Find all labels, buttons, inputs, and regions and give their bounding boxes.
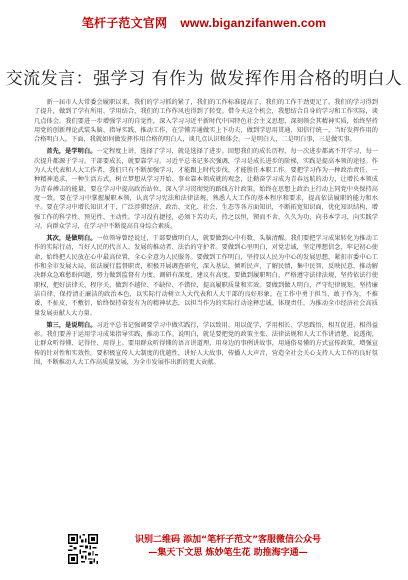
qr-code-icon[interactable] — [68, 534, 98, 564]
footer — [108, 534, 348, 560]
paragraph — [34, 234, 378, 318]
paragraph-lead: 首先，是学明白。 — [46, 148, 97, 156]
paragraph — [34, 321, 378, 367]
paragraph-lead: 其次，是做明白。 — [46, 235, 97, 243]
site-url[interactable]: www.biganzifanwen.com — [180, 16, 327, 30]
paragraph — [34, 147, 378, 231]
site-banner — [0, 14, 408, 31]
paragraph-text: 新一届市人大常委会履职以来，我们的学习抓的紧了，我们的工作标准提高了，我们的工作干劲更足了。我们的学习得到了提升，做到了学有所用、学用结合，我们的工作作风也得到了转变。借今天这个机会，我想结合自身的学习和工作实际，谈几点体会。我们要进一步增强学习的自觉性，深入学习习近平新时代中国特色社会主义思想，深刻领会其精神实质，始终坚持用党的创新理论武装头脑、指导实践、推动工作，在学懂弄通做实上下功夫，做到学思用贯通、知信行统一，当好发挥作用的合格明白人。下面，我就如何做发挥作用合格的明白人，谈几点认识和体会。一是明白人，二是明白事，三是做实事。 — [34, 99, 378, 144]
paragraph — [34, 98, 378, 144]
site-name: 笔杆子范文官网 — [81, 16, 168, 30]
footer-line-1: 识别二维码 添加“笔杆子范文”客服微信公众号 — [135, 535, 321, 545]
footer-line-2: —集天下文思 炼妙笔生花 助推海字通— — [148, 548, 308, 558]
document-title: 交流发言：强学习 有作为 做发挥作用合格的明白人 — [5, 69, 403, 89]
paragraph-text: 一定程度上讲，选择了学习，就是选择了进步。回想我们的成长历程，每一次进步都离不开学习，每一次提升都源于学习。干部要成长，就要靠学习。习近平总书记多次强调，学习是成长进步的阶梯，实践是提高本领的途径。作为人大代表和人大工作者，我们只有不断加强学习，才能跟上时代步伐，才能胜任本职工作。要把学习作为一种政治责任、一种精神追求、一种生活方式，树立梦想从学习开始、事业靠本领成就的观念，让勤奋学习成为青春远航的动力，让增长本领成为青春搏击的能量。要在学习中提高政治站位，深入学习贯彻党的路线方针政策，始终在思想上政治上行动上同党中央保持高度一致。要在学习中掌握履职本领，认真学习宪法和法律法规，熟悉人大工作的基本程序和要求，提高依法履职的能力和水平。要在学习中增长知识才干，广泛涉猎经济、政治、文化、社会、生态等各方面知识，不断拓宽知识面，优化知识结构，增强工作的科学性、预见性、主动性。学习没有捷径，必须下苦功夫，持之以恒，锲而不舍，久久为功，向书本学习，向实践学习，向群众学习，在学习中不断提高自身综合素质。 — [34, 148, 378, 230]
paragraph-text: 一位领导曾经说过，干部要做明白人，就要做到心中有数、头脑清醒。我们要把学习成果转化为推动工作的实际行动，当好人民的代言人、发展的推动者、法治的守护者。要做到心里明白，对党忠诚，坚定理想信念，牢记初心使命，始终把人民放在心中最高位置，全心全意为人民服务。要做到工作明白，坚持以人民为中心的发展思想，紧扣市委中心工作和全市发展大局，依法履行监督职责，积极开展调查研究，深入基层，倾听民声，了解民情，集中民智，反映民意，推动解决群众急难愁盼问题，努力做到监督有力度、调研有深度、建议有高度。要做到履职明白，严格遵守法律法规，坚持依法行使职权，把好法律关、程序关，做到不越位、不缺位、不错位，提高履职质量和实效。要做到做人明白，严守纪律规矩，坚持廉洁自律，保持清正廉洁的政治本色，以实际行动树立人大代表和人大干部的良好形象。在工作中勇于担当、敢于作为，不推诿、不扯皮、不敷衍，始终保持奋发有为的精神状态，以担当作为的实际行动诠释忠诚、体现责任，为推动全市经济社会高质量发展贡献人大力量。 — [34, 235, 378, 317]
paragraph-text: 习近平总书记强调要学习中做实践行，学以致用、用以促学，学用相长、学思践悟，相互促进、相得益彰。我们要善于运用学习成果指导实践，推动工作。说明白，就是要把党的政策主张、法律法规和人大工作讲清楚、说透彻，让群众听得懂、记得住、用得上。要用群众听得懂的语言讲道理，用身边的事例讲故事，用通俗易懂的方式宣传政策，增强宣传的针对性和实效性。要积极宣传人大制度的优越性，讲好人大故事，传播人大声音，营造全社会关心支持人大工作的良好氛围，不断推动人大工作高质量发展，为全市发展作出新的更大贡献。 — [34, 321, 378, 367]
paragraph-lead: 第三，是说明白。 — [46, 321, 97, 329]
document-body — [34, 98, 378, 530]
